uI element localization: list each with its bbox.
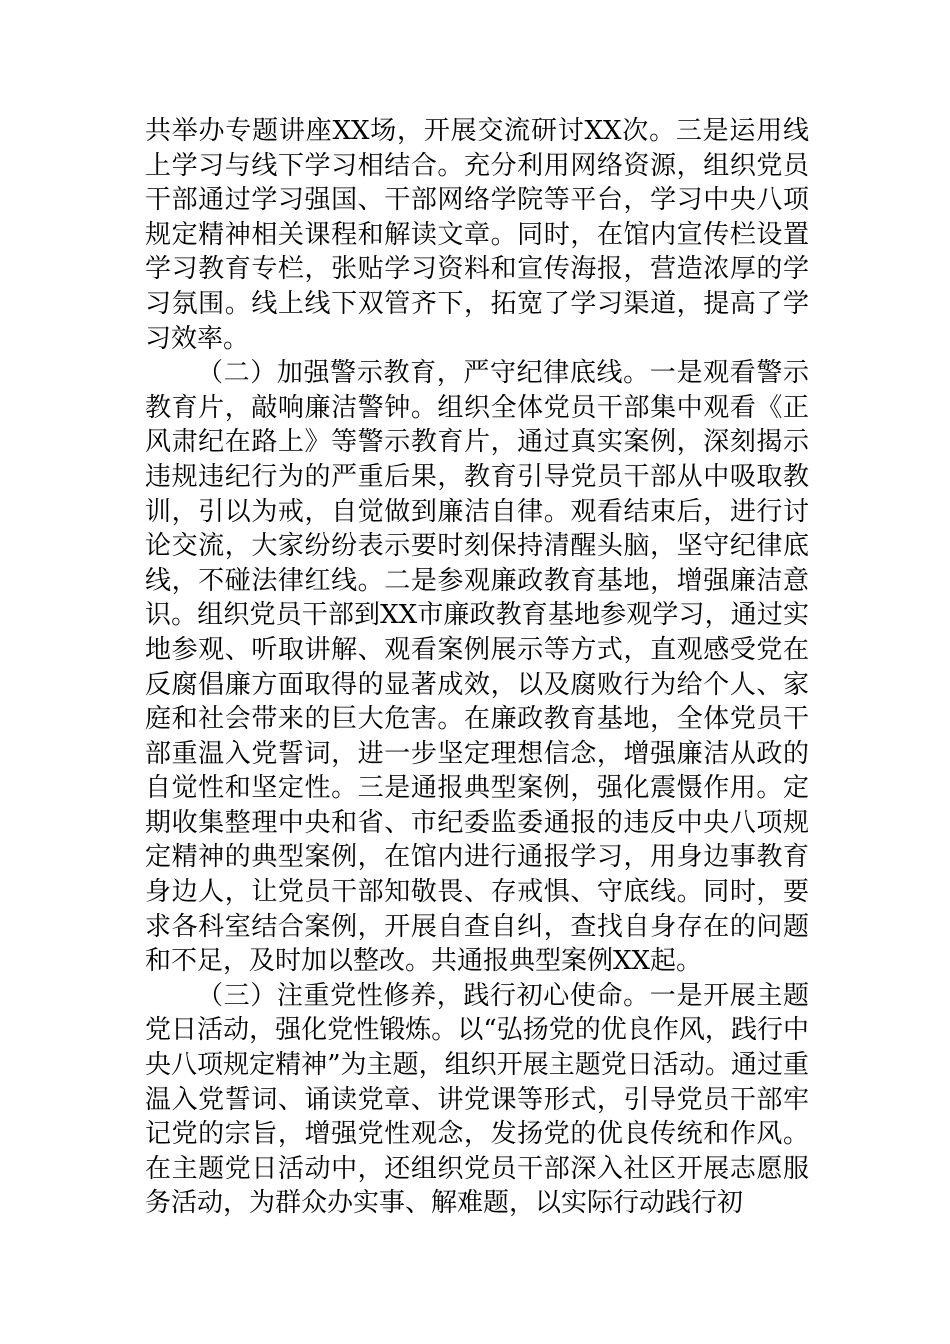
paragraph-3: （三）注重党性修养，践行初心使命。一是开展主题党日活动，强化党性锻炼。以“弘扬党的优良作风，践行中央八项规定精神”为主题，组织开展主题党日活动。通过重温入党誓词、诵读党章、讲党课等形式，引导党员干部牢记党的宗旨，增强党性观念，发扬党的优良传统和作风。在主题党日活动中，还组织党员干部深入社区开展志愿服务活动，为群众办实事、解难题，以实际行动践行初 <box>145 980 809 1219</box>
paragraph-1: 共举办专题讲座XX场，开展交流研讨XX次。三是运用线上学习与线下学习相结合。充分利用网络资源，组织党员干部通过学习强国、干部网络学院等平台，学习中央八项规定精神相关课程和解读文章。同时，在馆内宣传栏设置学习教育专栏，张贴学习资料和宣传海报，营造浓厚的学习氛围。线上线下双管齐下，拓宽了学习渠道，提高了学习效率。 <box>145 116 809 354</box>
document-page <box>145 114 809 1221</box>
paragraph-2: （二）加强警示教育，严守纪律底线。一是观看警示教育片，敲响廉洁警钟。组织全体党员干部集中观看《正风肃纪在路上》等警示教育片，通过真实案例，深刻揭示违规违纪行为的严重后果，教育引导党员干部从中吸取教训，引以为戒，自觉做到廉洁自律。观看结束后，进行讨论交流，大家纷纷表示要时刻保持清醒头脑，坚守纪律底线，不碰法律红线。二是参观廉政教育基地，增强廉洁意识。组织党员干部到XX市廉政教育基地参观学习，通过实地参观、听取讲解、观看案例展示等方式，直观感受党在反腐倡廉方面取得的显著成效，以及腐败行为给个人、家庭和社会带来的巨大危害。在廉政教育基地，全体党员干部重温入党誓词，进一步坚定理想信念，增强廉洁从政的自觉性和坚定性。三是通报典型案例，强化震慑作用。定期收集整理中央和省、市纪委监委通报的违反中央八项规定精神的典型案例，在馆内进行通报学习，用身边事教育身边人，让党员干部知敬畏、存戒惧、守底线。同时，要求各科室结合案例，开展自查自纠，查找自身存在的问题和不足，及时加以整改。共通报典型案例XX起。 <box>145 358 809 977</box>
